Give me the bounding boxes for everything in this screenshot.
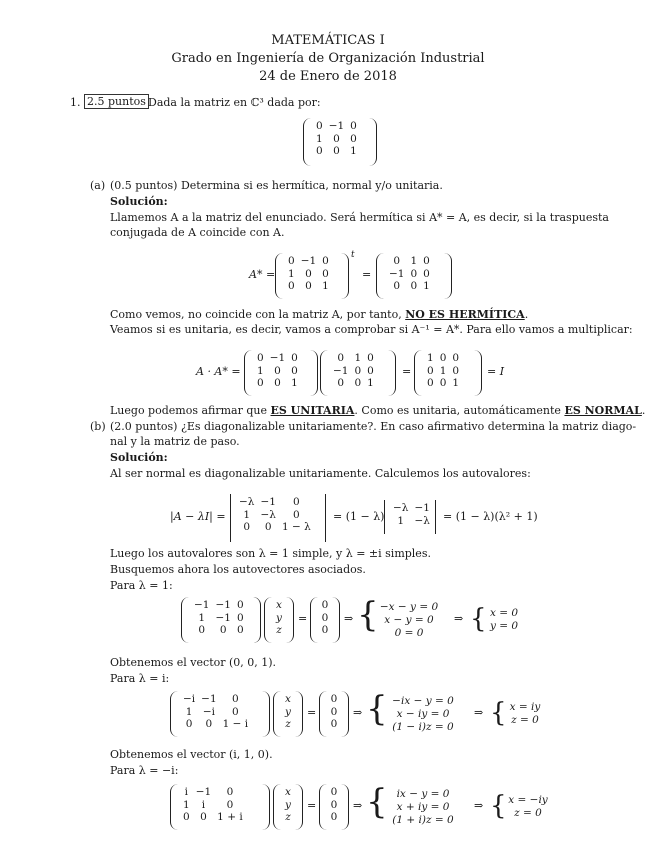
part-b-intro: Al ser normal es diagonalizable unitariamente. Calculemos los autovalores: <box>110 467 531 480</box>
case-3-result <box>503 794 553 820</box>
part-b-label: (b) <box>90 420 106 433</box>
implies-arrow: ⇒ <box>474 706 484 719</box>
matrix-entry: 1 <box>423 280 430 292</box>
matrix-entry: i <box>201 798 206 811</box>
problem-points-box <box>84 95 149 108</box>
equation-line: (1 + i)z = 0 <box>392 814 454 826</box>
brace: { <box>470 604 487 634</box>
case-3-matrix <box>170 784 270 830</box>
matrix-entry: 0 <box>337 377 345 389</box>
matrix-entry: −i <box>183 693 196 705</box>
matrix-astar <box>376 253 452 299</box>
matrix-entry: −λ <box>414 514 430 527</box>
case-1-vector: Obtenemos el vector (0, 0, 1). <box>110 656 277 669</box>
equation-line: x − y = 0 <box>384 614 434 626</box>
matrix-entry: 0 <box>427 377 434 389</box>
matrix-entry: −1 <box>389 267 405 280</box>
vector-entry: 0 <box>330 718 338 730</box>
vector-entry: z <box>285 718 291 730</box>
matrix-entry: −λ <box>260 508 276 521</box>
equals-sign: = <box>402 365 412 378</box>
points-label: 2.5 puntos <box>84 94 149 109</box>
case-2-matrix <box>170 691 270 737</box>
exam-title: MATEMÁTICAS I <box>271 33 385 48</box>
vector-entry: 0 <box>321 599 329 611</box>
matrix-entry: 0 <box>393 255 401 267</box>
vector-entry: 0 <box>330 786 338 798</box>
matrix-entry: 0 <box>288 255 295 267</box>
matrix-entry: −1 <box>300 255 317 267</box>
matrix-entry: i <box>184 786 189 798</box>
matrix-entry: 1 − λ <box>281 521 311 533</box>
equation-line: (1 − i)z = 0 <box>392 721 454 733</box>
problem-statement: Dada la matriz en ℂ³ dada por: <box>148 96 321 109</box>
equals-sign: = <box>362 268 372 281</box>
implies-arrow: ⇒ <box>474 799 484 812</box>
case-2-zeros <box>319 691 349 737</box>
eigenvectors-text: Busquemos ahora los autovectores asociados. <box>110 563 366 576</box>
case-2-vector: Obtenemos el vector (i, 1, 0). <box>110 748 273 761</box>
matrix-entry: 1 <box>350 145 357 157</box>
equation-line: x = 0 <box>489 607 519 619</box>
vector-entry: y <box>276 611 282 624</box>
matrix-entry: −λ <box>239 496 255 508</box>
exam-date: 24 de Enero de 2018 <box>259 69 397 84</box>
matrix-entry: 0 <box>439 352 447 364</box>
equals-sign: = <box>298 612 308 625</box>
matrix-entry: 0 <box>236 611 244 624</box>
matrix-entry: 1 <box>198 611 206 624</box>
determinant-matrix <box>226 494 330 542</box>
case-1-system <box>373 601 445 640</box>
matrix-entry: 1 <box>439 364 447 377</box>
equation-line: x = −iy <box>508 794 548 806</box>
equation-line: −ix − y = 0 <box>392 695 454 707</box>
vector-entry: x <box>276 599 282 611</box>
matrix-entry: 0 <box>257 377 264 389</box>
determinant-mid: = (1 − λ) <box>333 510 385 523</box>
determinant-lhs: |A − λI| = <box>170 510 226 523</box>
matrix-a-transpose <box>275 253 349 299</box>
equation-line: ix − y = 0 <box>396 788 450 800</box>
matrix-entry: 1 <box>257 364 264 377</box>
matrix-entry: 0 <box>274 364 281 377</box>
matrix-entry: 0 <box>452 352 460 364</box>
matrix-entry: 1 <box>183 798 190 811</box>
matrix-entry: 0 <box>200 811 207 823</box>
matrix-entry: 0 <box>305 267 312 280</box>
case-3-label: Para λ = −i: <box>110 764 179 777</box>
matrix-entry: 1 <box>185 705 193 718</box>
matrix-entry: 0 <box>236 599 244 611</box>
vector-entry: x <box>285 786 291 798</box>
matrix-entry: 0 <box>322 267 329 280</box>
matrix-entry: 0 <box>236 624 244 636</box>
equation-line: z = 0 <box>511 714 539 726</box>
astar-lhs: A* = <box>249 268 276 281</box>
matrix-entry: 1 <box>397 514 405 527</box>
product-matrix-astar <box>320 350 396 396</box>
matrix-entry: 1 <box>322 280 329 292</box>
matrix-entry: 0 <box>316 145 323 157</box>
equation-line: y = 0 <box>489 620 519 632</box>
matrix-entry: 1 <box>243 508 251 521</box>
matrix-entry: 0 <box>367 364 374 377</box>
case-2-xyz <box>273 691 303 737</box>
matrix-entry: −1 <box>201 693 217 705</box>
part-a-statement: (0.5 puntos) Determina si es hermítica, normal y/o unitaria. <box>110 179 443 192</box>
equals-identity: = I <box>487 365 505 378</box>
matrix-entry: 0 <box>226 798 234 811</box>
matrix-entry: 1 <box>367 377 374 389</box>
part-b-statement-1: (2.0 puntos) ¿Es diagonalizable unitariamente?. En caso afirmativo determina la matriz diago- <box>110 420 637 433</box>
matrix-entry: 1 <box>288 267 295 280</box>
case-1-xyz <box>264 597 294 643</box>
matrix-entry: 0 <box>291 364 298 377</box>
implies-arrow: ⇒ <box>353 706 363 719</box>
matrix-entry: −1 <box>260 496 276 508</box>
matrix-entry: −1 <box>333 364 349 377</box>
matrix-entry: 0 <box>219 624 227 636</box>
matrix-entry: 1 <box>427 352 434 364</box>
matrix-entry: 1 + i <box>217 811 243 823</box>
problem-number: 1. <box>70 96 81 109</box>
case-1-result <box>484 607 524 633</box>
vector-entry: 0 <box>330 693 338 705</box>
matrix-entry: 0 <box>183 811 190 823</box>
matrix-entry: −1 <box>194 599 210 611</box>
part-a-paragraph-1: Llamemos A a la matriz del enunciado. Será hermítica si A* = A, es decir, si la traspuesta <box>110 211 609 224</box>
unitary-check-line: Veamos si es unitaria, es decir, vamos a comprobar si A⁻¹ = A*. Para ello vamos a multiplicar: <box>110 323 633 336</box>
matrix-entry: 0 <box>427 364 434 377</box>
vector-entry: 0 <box>330 811 338 823</box>
matrix-entry: 0 <box>205 718 213 730</box>
vector-entry: 0 <box>330 798 338 811</box>
identity-matrix <box>414 350 482 396</box>
equation-line: −x − y = 0 <box>379 601 439 613</box>
case-2-result <box>503 701 547 727</box>
matrix-entry: 0 <box>226 786 234 798</box>
exam-degree: Grado en Ingeniería de Organización Industrial <box>171 51 485 66</box>
brace: { <box>366 689 388 729</box>
implies-arrow: ⇒ <box>353 799 363 812</box>
case-1-matrix <box>181 597 261 643</box>
matrix-entry: 0 <box>291 352 298 364</box>
case-3-xyz <box>273 784 303 830</box>
vector-entry: 0 <box>330 705 338 718</box>
matrix-entry: 0 <box>354 377 362 389</box>
matrix-entry: 0 <box>232 705 239 718</box>
matrix-entry: 0 <box>333 132 340 145</box>
vector-entry: z <box>276 624 282 636</box>
matrix-entry: 0 <box>316 120 323 132</box>
equation-line: z = 0 <box>514 807 542 819</box>
case-3-zeros <box>319 784 349 830</box>
determinant-small <box>380 500 440 534</box>
vector-entry: x <box>285 693 291 705</box>
matrix-entry: 0 <box>393 280 401 292</box>
matrix-entry: 0 <box>423 267 430 280</box>
matrix-entry: 0 <box>185 718 193 730</box>
equals-sign: = <box>307 799 317 812</box>
matrix-entry: 1 <box>410 255 418 267</box>
matrix-entry: 0 <box>410 267 418 280</box>
case-2-label: Para λ = i: <box>110 672 170 685</box>
matrix-entry: −λ <box>393 502 409 514</box>
equation-line: 0 = 0 <box>394 627 424 639</box>
matrix-entry: −1 <box>215 611 231 624</box>
eigenvalues-text: Luego los autovalores son λ = 1 simple, y λ = ±i simples. <box>110 547 431 560</box>
matrix-entry: 1 − i <box>222 718 249 730</box>
matrix-entry: 0 <box>439 377 447 389</box>
equation-line: x − iy = 0 <box>396 708 450 720</box>
matrix-entry: 0 <box>264 521 272 533</box>
not-hermitian-line: Como vemos, no coincide con la matriz A, por tanto, NO ES HERMÍTICA. <box>110 308 529 321</box>
implies-arrow: ⇒ <box>344 612 354 625</box>
case-1-label: Para λ = 1: <box>110 579 173 592</box>
product-lhs: A · A* = <box>196 365 241 378</box>
matrix-entry: 1 <box>354 352 362 364</box>
case-2-system <box>381 695 465 734</box>
matrix-entry: −i <box>202 705 215 718</box>
matrix-entry: −1 <box>269 352 286 364</box>
brace: { <box>366 782 388 822</box>
matrix-entry: −1 <box>215 599 231 611</box>
matrix-entry: 0 <box>293 496 300 508</box>
matrix-entry: 0 <box>350 120 357 132</box>
matrix-entry: 0 <box>322 255 329 267</box>
matrix-entry: 0 <box>452 364 460 377</box>
product-matrix-a <box>244 350 318 396</box>
implies-arrow: ⇒ <box>454 612 464 625</box>
conclusion-line: Luego podemos afirmar que ES UNITARIA. Como es unitaria, automáticamente ES NORMAL. <box>110 404 646 417</box>
matrix-entry: 0 <box>198 624 206 636</box>
equals-sign: = <box>307 706 317 719</box>
transpose-sup: t <box>351 250 355 260</box>
matrix-entry: 0 <box>232 693 239 705</box>
matrix-entry: 1 <box>291 377 298 389</box>
brace: { <box>490 698 507 728</box>
case-1-zeros <box>310 597 340 643</box>
vector-entry: y <box>285 798 291 811</box>
matrix-entry: 0 <box>274 377 281 389</box>
part-b-statement-2: nal y la matriz de paso. <box>110 435 240 448</box>
determinant-result: = (1 − λ)(λ² + 1) <box>443 510 538 523</box>
matrix-entry: −1 <box>414 502 430 514</box>
brace: { <box>357 595 379 635</box>
matrix-a <box>303 118 377 166</box>
part-a-paragraph-2: conjugada de A coincide con A. <box>110 226 285 239</box>
matrix-entry: 0 <box>350 132 357 145</box>
matrix-entry: 0 <box>337 352 345 364</box>
equation-line: x + iy = 0 <box>396 801 450 813</box>
matrix-entry: 0 <box>354 364 362 377</box>
matrix-entry: 0 <box>410 280 418 292</box>
matrix-entry: −1 <box>195 786 212 798</box>
matrix-entry: 0 <box>293 508 300 521</box>
brace: { <box>490 791 507 821</box>
solution-heading-a: Solución: <box>110 195 168 208</box>
vector-entry: 0 <box>321 624 329 636</box>
matrix-entry: 0 <box>305 280 312 292</box>
vector-entry: z <box>285 811 291 823</box>
solution-heading-b: Solución: <box>110 451 168 464</box>
matrix-entry: 1 <box>452 377 460 389</box>
matrix-entry: 0 <box>257 352 264 364</box>
matrix-entry: −1 <box>328 120 345 132</box>
matrix-entry: 0 <box>243 521 251 533</box>
matrix-entry: 0 <box>288 280 295 292</box>
case-3-system <box>381 788 465 827</box>
matrix-entry: 0 <box>367 352 374 364</box>
vector-entry: 0 <box>321 611 329 624</box>
matrix-entry: 0 <box>333 145 340 157</box>
vector-entry: y <box>285 705 291 718</box>
equation-line: x = iy <box>509 701 541 713</box>
matrix-entry: 1 <box>316 132 323 145</box>
matrix-entry: 0 <box>423 255 430 267</box>
part-a-label: (a) <box>90 179 106 192</box>
